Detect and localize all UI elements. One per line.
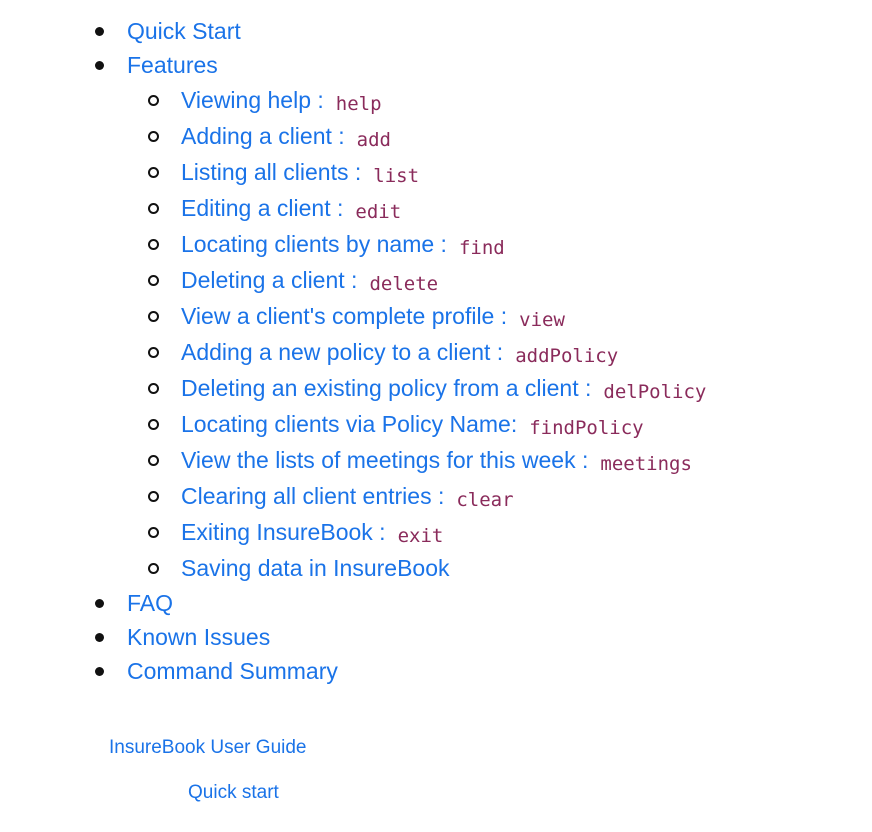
toc-link-label: Listing all clients : xyxy=(181,159,362,185)
command-code: find xyxy=(458,237,505,259)
bullet-circle-icon xyxy=(148,239,159,250)
toc-subitem xyxy=(181,514,706,550)
bullet-disc-icon xyxy=(95,599,104,608)
bullet-disc-icon xyxy=(95,27,104,36)
toc-link-quick-start[interactable]: Quick Start xyxy=(127,18,241,44)
toc-link-meetings[interactable] xyxy=(181,447,692,473)
toc-link-label: Exiting InsureBook : xyxy=(181,519,386,545)
bullet-circle-icon xyxy=(148,167,159,178)
command-code: add xyxy=(356,129,391,151)
toc-link-label: Locating clients via Policy Name: xyxy=(181,411,518,437)
toc-link-label: Saving data in InsureBook xyxy=(181,555,450,581)
bullet-circle-icon xyxy=(148,419,159,430)
bullet-circle-icon xyxy=(148,203,159,214)
toc-subitem xyxy=(181,226,706,262)
toc-link-view-profile[interactable] xyxy=(181,303,565,329)
command-code: exit xyxy=(397,525,444,547)
toc-subitem xyxy=(181,334,706,370)
toc-link-saving-data[interactable] xyxy=(181,555,450,581)
toc-item-quick-start xyxy=(127,14,706,48)
nav-link-user-guide[interactable]: InsureBook User Guide xyxy=(109,737,307,758)
toc-link-label: Deleting an existing policy from a client : xyxy=(181,375,592,401)
toc-link-label: View the lists of meetings for this week : xyxy=(181,447,589,473)
features-sublist xyxy=(127,82,706,586)
command-code: addPolicy xyxy=(515,345,619,367)
toc-subitem xyxy=(181,406,706,442)
toc-link-known-issues[interactable]: Known Issues xyxy=(127,624,271,650)
command-code: delPolicy xyxy=(603,381,707,403)
command-code: clear xyxy=(456,489,514,511)
toc-link-viewing-help[interactable] xyxy=(181,87,382,113)
toc-subitem xyxy=(181,118,706,154)
command-code: findPolicy xyxy=(529,417,644,439)
toc-subitem xyxy=(181,442,706,478)
bullet-circle-icon xyxy=(148,347,159,358)
toc-subitem xyxy=(181,478,706,514)
command-code: delete xyxy=(369,273,439,295)
toc-item-features xyxy=(127,48,706,586)
bullet-circle-icon xyxy=(148,527,159,538)
command-code: list xyxy=(373,165,420,187)
toc-link-label: Clearing all client entries : xyxy=(181,483,445,509)
toc-item-command-summary xyxy=(127,654,706,688)
toc-subitem xyxy=(181,82,706,118)
command-code: help xyxy=(335,93,382,115)
command-code: edit xyxy=(355,201,402,223)
bullet-disc-icon xyxy=(95,633,104,642)
toc-link-label: Adding a new policy to a client : xyxy=(181,339,504,365)
toc-link-adding-client[interactable] xyxy=(181,123,391,149)
toc-link-find-policy[interactable] xyxy=(181,411,644,437)
bullet-circle-icon xyxy=(148,455,159,466)
toc-link-deleting-client[interactable] xyxy=(181,267,438,293)
toc-subitem xyxy=(181,154,706,190)
toc-link-add-policy[interactable] xyxy=(181,339,618,365)
toc-subitem xyxy=(181,262,706,298)
toc-link-features[interactable]: Features xyxy=(127,52,218,78)
toc-link-editing-client[interactable] xyxy=(181,195,401,221)
toc-item-known-issues xyxy=(127,620,706,654)
bullet-circle-icon xyxy=(148,275,159,286)
toc-link-faq[interactable]: FAQ xyxy=(127,590,174,616)
toc-link-exit[interactable] xyxy=(181,519,443,545)
bullet-circle-icon xyxy=(148,563,159,574)
toc-link-label: Viewing help : xyxy=(181,87,324,113)
command-code: meetings xyxy=(600,453,692,475)
toc-subitem xyxy=(181,298,706,334)
toc-subitem xyxy=(181,190,706,226)
toc-link-listing-clients[interactable] xyxy=(181,159,419,185)
toc-item-faq xyxy=(127,586,706,620)
toc-subitem xyxy=(181,550,706,586)
toc-link-label: Adding a client : xyxy=(181,123,345,149)
nav-link-quick-start[interactable]: Quick start xyxy=(188,782,279,803)
toc-link-locating-by-name[interactable] xyxy=(181,231,505,257)
bullet-circle-icon xyxy=(148,383,159,394)
bullet-circle-icon xyxy=(148,491,159,502)
toc-link-label: Locating clients by name : xyxy=(181,231,447,257)
bullet-circle-icon xyxy=(148,95,159,106)
toc-link-label: View a client's complete profile : xyxy=(181,303,508,329)
toc-link-label: Editing a client : xyxy=(181,195,344,221)
toc-subitem xyxy=(181,370,706,406)
bullet-disc-icon xyxy=(95,61,104,70)
table-of-contents xyxy=(0,14,706,688)
toc-link-delete-policy[interactable] xyxy=(181,375,706,401)
toc-link-label: Deleting a client : xyxy=(181,267,358,293)
toc-link-clear[interactable] xyxy=(181,483,514,509)
bullet-circle-icon xyxy=(148,131,159,142)
command-code: view xyxy=(519,309,565,331)
toc-link-command-summary[interactable]: Command Summary xyxy=(127,658,338,684)
bullet-circle-icon xyxy=(148,311,159,322)
bullet-disc-icon xyxy=(95,667,104,676)
